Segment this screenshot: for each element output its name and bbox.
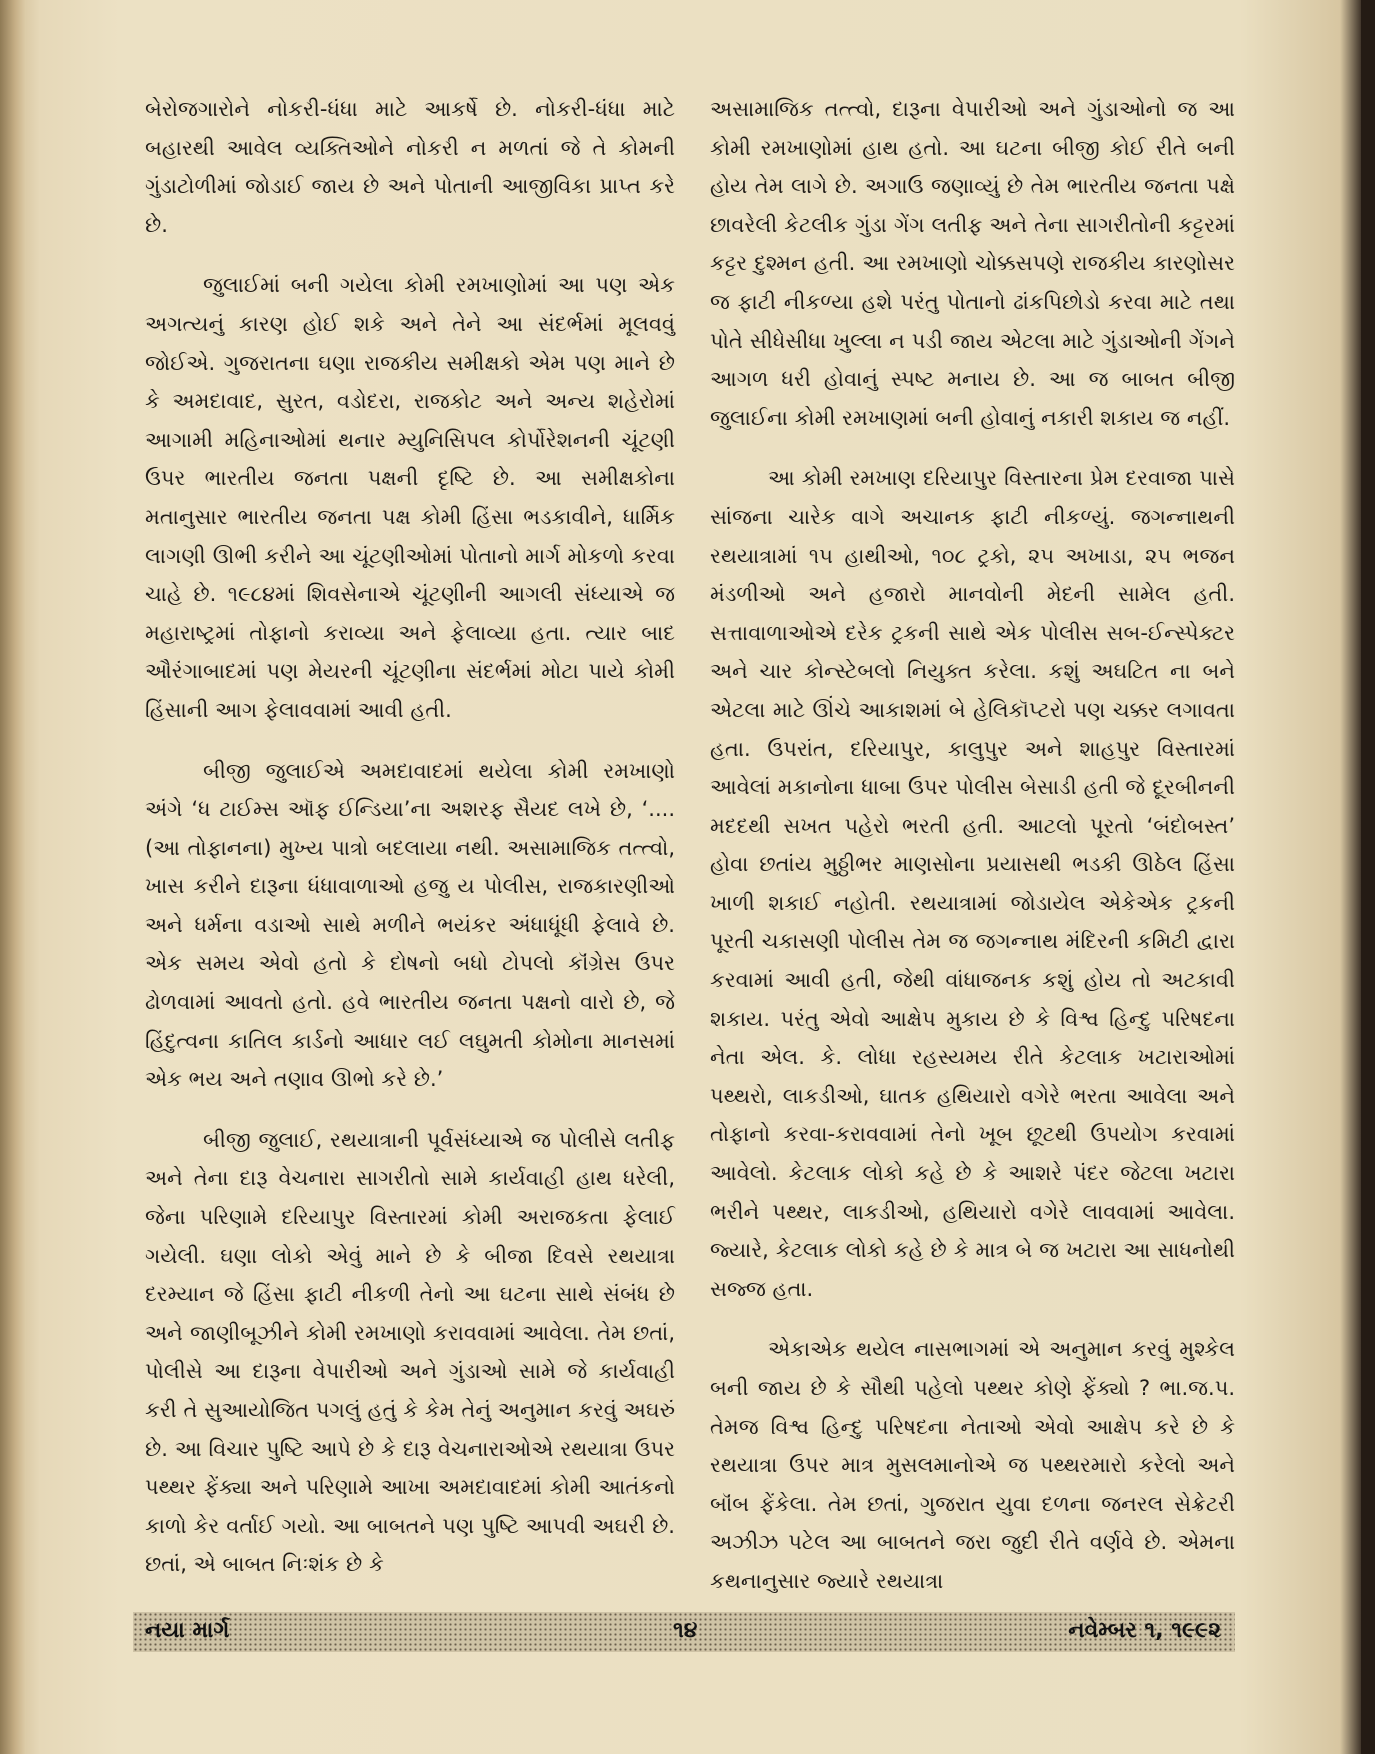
- paragraph: અસામાજિક તત્ત્વો, દારૂના વેપારીઓ અને ગુંડાઓનો જ આ કોમી રમખાણોમાં હાથ હતો. આ ઘટના બીજી કોઈ રીતે બની હોય તેમ લાગે છે. અગાઉ જણાવ્યું છે તેમ ભારતીય જનતા પક્ષે છાવરેલી કેટલીક ગુંડા ગેંગ લતીફ અને તેના સાગરીતોની કટ્ટરમાં કટ્ટર દુશ્મન હતી. આ રમખાણો ચોક્કસપણે રાજકીય કારણોસર જ ફાટી નીકળ્યા હશે પરંતુ પોતાનો ઢાંકપિછોડો કરવા માટે તથા પોતે સીધેસીધા ખુલ્લા ન પડી જાય એટલા માટે ગુંડાઓની ગેંગને આગળ ધરી હોવાનું સ્પષ્ટ મનાય છે. આ જ બાબત બીજી જુલાઈના કોમી રમખાણમાં બની હોવાનું નકારી શકાય જ નહીં.: [710, 97, 1235, 430]
- magazine-name: નયા માર્ગ: [145, 1618, 230, 1643]
- page-number: ૧૪: [673, 1618, 698, 1643]
- page-edge-shadow: [1361, 0, 1375, 1754]
- issue-date: નવેમ્બર ૧, ૧૯૯૨: [1068, 1618, 1221, 1643]
- left-column: [145, 90, 675, 1606]
- paragraph: આ કોમી રમખાણ દરિયાપુર વિસ્તારના પ્રેમ દરવાજા પાસે સાંજના ચારેક વાગે અચાનક ફાટી નીકળ્યું. જગન્નાથની રથયાત્રામાં ૧૫ હાથીઓ, ૧૦૮ ટ્રકો, ૨૫ અખાડા, ૨૫ ભજન મંડળીઓ અને હજારો માનવોની મેદની સામેલ હતી. સત્તાવાળાઓએ દરેક ટ્રકની સાથે એક પોલીસ સબ-ઈન્સ્પેક્ટર અને ચાર કોન્સ્ટેબલો નિયુક્ત કરેલા. કશું અઘટિત ના બને એટલા માટે ઊંચે આકાશમાં બે હેલિકૉપ્ટરો પણ ચક્કર લગાવતા હતા. ઉપરાંત, દરિયાપુર, કાલુપુર અને શાહપુર વિસ્તારમાં આવેલાં મકાનોના ધાબા ઉપર પોલીસ બેસાડી હતી જે દૂરબીનની મદદથી સખત પહેરો ભરતી હતી. આટલો પૂરતો ‘બંદોબસ્ત’ હોવા છતાંય મુઠ્ઠીભર માણસોના પ્રયાસથી ભડકી ઊઠેલ હિંસા ખાળી શકાઈ નહોતી. રથયાત્રામાં જોડાયેલ એકેએક ટ્રકની પૂરતી ચકાસણી પોલીસ તેમ જ જગન્નાથ મંદિરની કમિટી દ્વારા કરવામાં આવી હતી, જેથી વાંધાજનક કશું હોય તો અટકાવી શકાય. પરંતુ એવો આક્ષેપ મુકાય છે કે વિશ્વ હિન્દુ પરિષદના નેતા એલ. કે. લોધા રહસ્યમય રીતે કેટલાક ખટારાઓમાં પથ્થરો, લાકડીઓ, ઘાતક હથિયારો વગેરે ભરતા આવેલા અને તોફાનો કરવા-કરાવવામાં તેનો ખૂબ છૂટથી ઉપયોગ કરવામાં આવેલો. કેટલાક લોકો કહે છે કે આશરે પંદર જેટલા ખટારા ભરીને પથ્થર, લાકડીઓ, હથિયારો વગેરે લાવવામાં આવેલા. જ્યારે, કેટલાક લોકો કહે છે કે માત્ર બે જ ખટારા આ સાધનોથી સજ્જ હતા.: [710, 466, 1235, 1301]
- paragraph: બીજી જુલાઈ, રથયાત્રાની પૂર્વસંધ્યાએ જ પોલીસે લતીફ અને તેના દારૂ વેચનારા સાગરીતો સામે કાર્યવાહી હાથ ધરેલી, જેના પરિણામે દરિયાપુર વિસ્તારમાં કોમી અરાજકતા ફેલાઈ ગયેલી. ઘણા લોકો એવું માને છે કે બીજા દિવસે રથયાત્રા દરમ્યાન જે હિંસા ફાટી નીકળી તેનો આ ઘટના સાથે સંબંધ છે અને જાણીબૂઝીને કોમી રમખાણો કરાવવામાં આવેલા. તેમ છતાં, પોલીસે આ દારૂના વેપારીઓ અને ગુંડાઓ સામે જે કાર્યવાહી કરી તે સુઆયોજિત પગલું હતું કે કેમ તેનું અનુમાન કરવું અઘરું છે. આ વિચાર પુષ્ટિ આપે છે કે દારૂ વેચનારાઓએ રથયાત્રા ઉપર પથ્થર ફેંક્યા અને પરિણામે આખા અમદાવાદમાં કોમી આતંકનો કાળો કેર વર્તાઈ ગયો. આ બાબતને પણ પુષ્ટિ આપવી અઘરી છે. છતાં, એ બાબત નિઃશંક છે કે: [145, 1127, 675, 1577]
- page-footer: [133, 1612, 1235, 1652]
- paragraph: એકાએક થયેલ નાસભાગમાં એ અનુમાન કરવું મુશ્કેલ બની જાય છે કે સૌથી પહેલો પથ્થર કોણે ફેંક્યો ? ભા.જ.પ. તેમજ વિશ્વ હિન્દુ પરિષદના નેતાઓ એવો આક્ષેપ કરે છે કે રથયાત્રા ઉપર માત્ર મુસલમાનોએ જ પથ્થરમારો કરેલો અને બૉંબ ફેંકેલા. તેમ છતાં, ગુજરાત યુવા દળના જનરલ સેક્રેટરી અઝીઝ પટેલ આ બાબતને જરા જુદી રીતે વર્ણવે છે. એમના કથનાનુસાર જ્યારે રથયાત્રા: [710, 1337, 1235, 1593]
- right-column: [710, 90, 1235, 1623]
- paragraph: બીજી જુલાઈએ અમદાવાદમાં થયેલા કોમી રમખાણો અંગે ‘ધ ટાઈમ્સ ઑફ ઈન્ડિયા’ના અશરફ સૈયદ લખે છે, ‘....(આ તોફાનના) મુખ્ય પાત્રો બદલાયા નથી. અસામાજિક તત્ત્વો, ખાસ કરીને દારૂના ધંધાવાળાઓ હજુ ય પોલીસ, રાજકારણીઓ અને ધર્મના વડાઓ સાથે મળીને ભયંકર અંધાધૂંધી ફેલાવે છે. એક સમય એવો હતો કે દોષનો બધો ટોપલો કૉંગ્રેસ ઉપર ઢોળવામાં આવતો હતો. હવે ભારતીય જનતા પક્ષનો વારો છે, જે હિંદુત્વના કાતિલ કાર્ડનો આધાર લઈ લઘુમતી કોમોના માનસમાં એક ભય અને તણાવ ઊભો કરે છે.’: [145, 758, 675, 1092]
- binding-edge: [0, 0, 26, 1754]
- paragraph: બેરોજગારોને નોકરી-ધંધા માટે આકર્ષે છે. નોકરી-ધંધા માટે બહારથી આવેલ વ્યક્તિઓને નોકરી ન મળતાં જે તે કોમની ગુંડાટોળીમાં જોડાઈ જાય છે અને પોતાની આજીવિકા પ્રાપ્ત કરે છે.: [145, 97, 675, 237]
- paragraph: જુલાઈમાં બની ગયેલા કોમી રમખાણોમાં આ પણ એક અગત્યનું કારણ હોઈ શકે અને તેને આ સંદર્ભમાં મૂલવવું જોઈએ. ગુજરાતના ઘણા રાજકીય સમીક્ષકો એમ પણ માને છે કે અમદાવાદ, સુરત, વડોદરા, રાજકોટ અને અન્ય શહેરોમાં આગામી મહિનાઓમાં થનાર મ્યુનિસિપલ કોર્પોરેશનની ચૂંટણી ઉપર ભારતીય જનતા પક્ષની દૃષ્ટિ છે. આ સમીક્ષકોના મતાનુસાર ભારતીય જનતા પક્ષ કોમી હિંસા ભડકાવીને, ધાર્મિક લાગણી ઊભી કરીને આ ચૂંટણીઓમાં પોતાનો માર્ગ મોકળો કરવા ચાહે છે. ૧૯૮૪માં શિવસેનાએ ચૂંટણીની આગલી સંધ્યાએ જ મહારાષ્ટ્રમાં તોફાનો કરાવ્યા અને ફેલાવ્યા હતા. ત્યાર બાદ ઔરંગાબાદમાં પણ મેયરની ચૂંટણીના સંદર્ભમાં મોટા પાયે કોમી હિંસાની આગ ફેલાવવામાં આવી હતી.: [145, 273, 675, 722]
